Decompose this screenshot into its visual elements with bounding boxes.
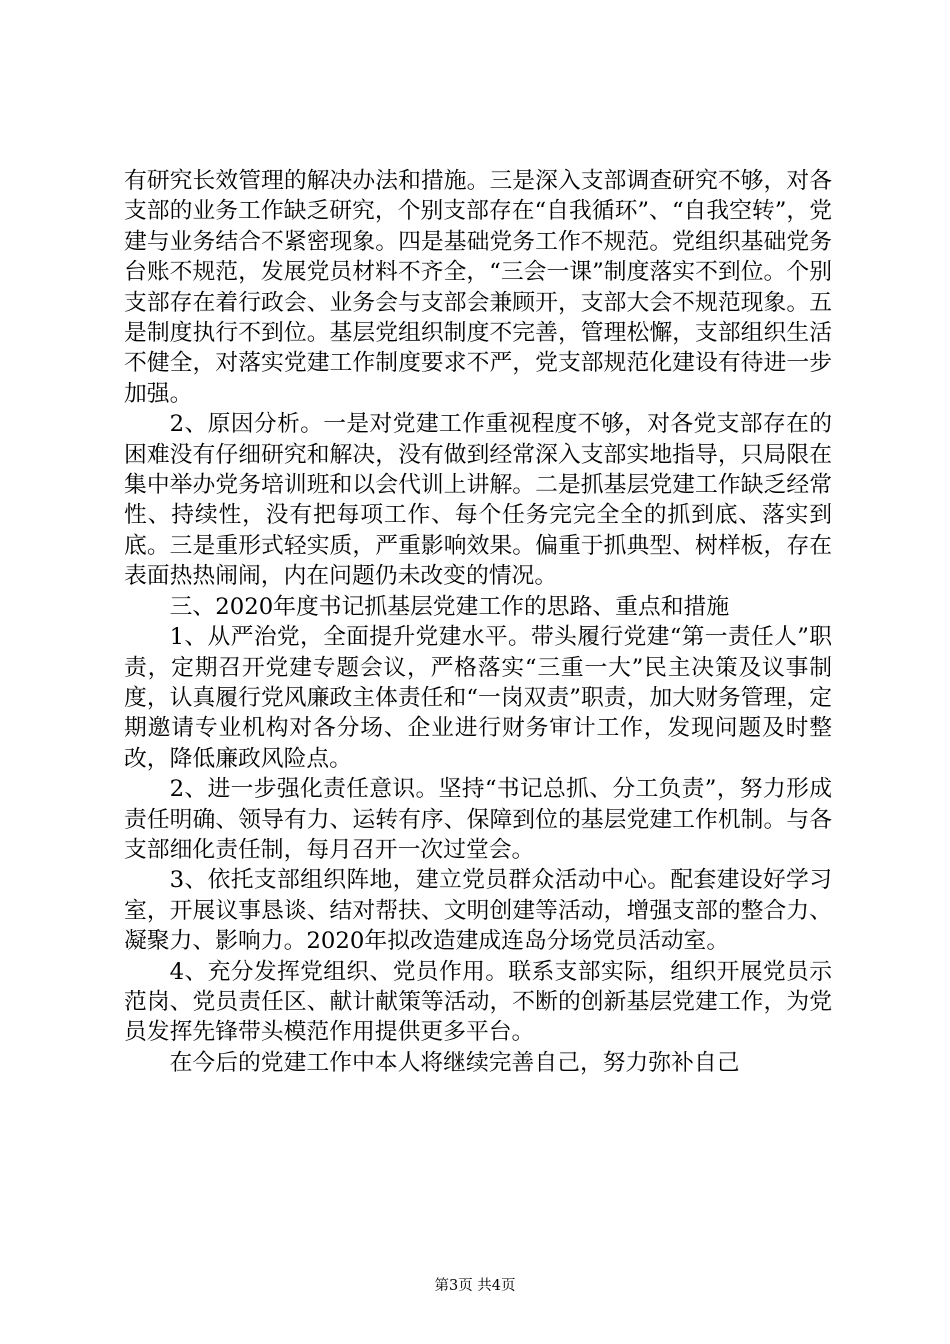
page-number-footer: 第3页 共4页 bbox=[434, 1278, 516, 1294]
paragraph: 2、进一步强化责任意识。坚持“书记总抓、分工负责”，努力形成责任明确、领导有力、运转有序、保障到位的基层党建工作机制。与各支部细化责任制，每月召开一次过堂会。 bbox=[124, 776, 832, 863]
document-body bbox=[124, 166, 832, 1078]
section-heading: 三、2020年度书记抓基层党建工作的思路、重点和措施 bbox=[169, 593, 730, 620]
paragraph: 有研究长效管理的解决办法和措施。三是深入支部调查研究不够，对各支部的业务工作缺乏研究，个别支部存在“自我循环”、“自我空转”，党建与业务结合不紧密现象。四是基础党务工作不规范。党组织基础党务台账不规范，发展党员材料不齐全，“三会一课”制度落实不到位。个别支部存在着行政会、业务会与支部会兼顾开，支部大会不规范现象。五是制度执行不到位。基层党组织制度不完善，管理松懈，支部组织生活不健全，对落实党建工作制度要求不严，党支部规范化建设有待进一步加强。 bbox=[124, 168, 832, 407]
paragraph: 1、从严治党，全面提升党建水平。带头履行党建“第一责任人”职责，定期召开党建专题会议，严格落实“三重一大”民主决策及议事制度，认真履行党风廉政主体责任和“一岗双责”职责，加大财务管理，定期邀请专业机构对各分场、企业进行财务审计工作，发现问题及时整改，降低廉政风险点。 bbox=[124, 624, 832, 772]
paragraph: 4、充分发挥党组织、党员作用。联系支部实际，组织开展党员示范岗、党员责任区、献计献策等活动，不断的创新基层党建工作，为党员发挥先锋带头模范作用提供更多平台。 bbox=[124, 958, 832, 1046]
paragraph: 3、依托支部组织阵地，建立党员群众活动中心。配套建设好学习室，开展议事恳谈、结对帮扶、文明创建等活动，增强支部的整合力、凝聚力、影响力。2020年拟改造建成连岛分场党员活动室。 bbox=[124, 867, 832, 955]
paragraph: 在今后的党建工作中本人将继续完善自己，努力弥补自己 bbox=[169, 1049, 740, 1076]
paragraph: 2、原因分析。一是对党建工作重视程度不够，对各党支部存在的困难没有仔细研究和解决，没有做到经常深入支部实地指导，只局限在集中举办党务培训班和以会代训上讲解。二是抓基层党建工作缺乏经常性、持续性，没有把每项工作、每个任务完完全全的抓到底、落实到底。三是重形式轻实质，严重影响效果。偏重于抓典型、树样板，存在表面热热闹闹，内在问题仍未改变的情况。 bbox=[124, 411, 832, 590]
